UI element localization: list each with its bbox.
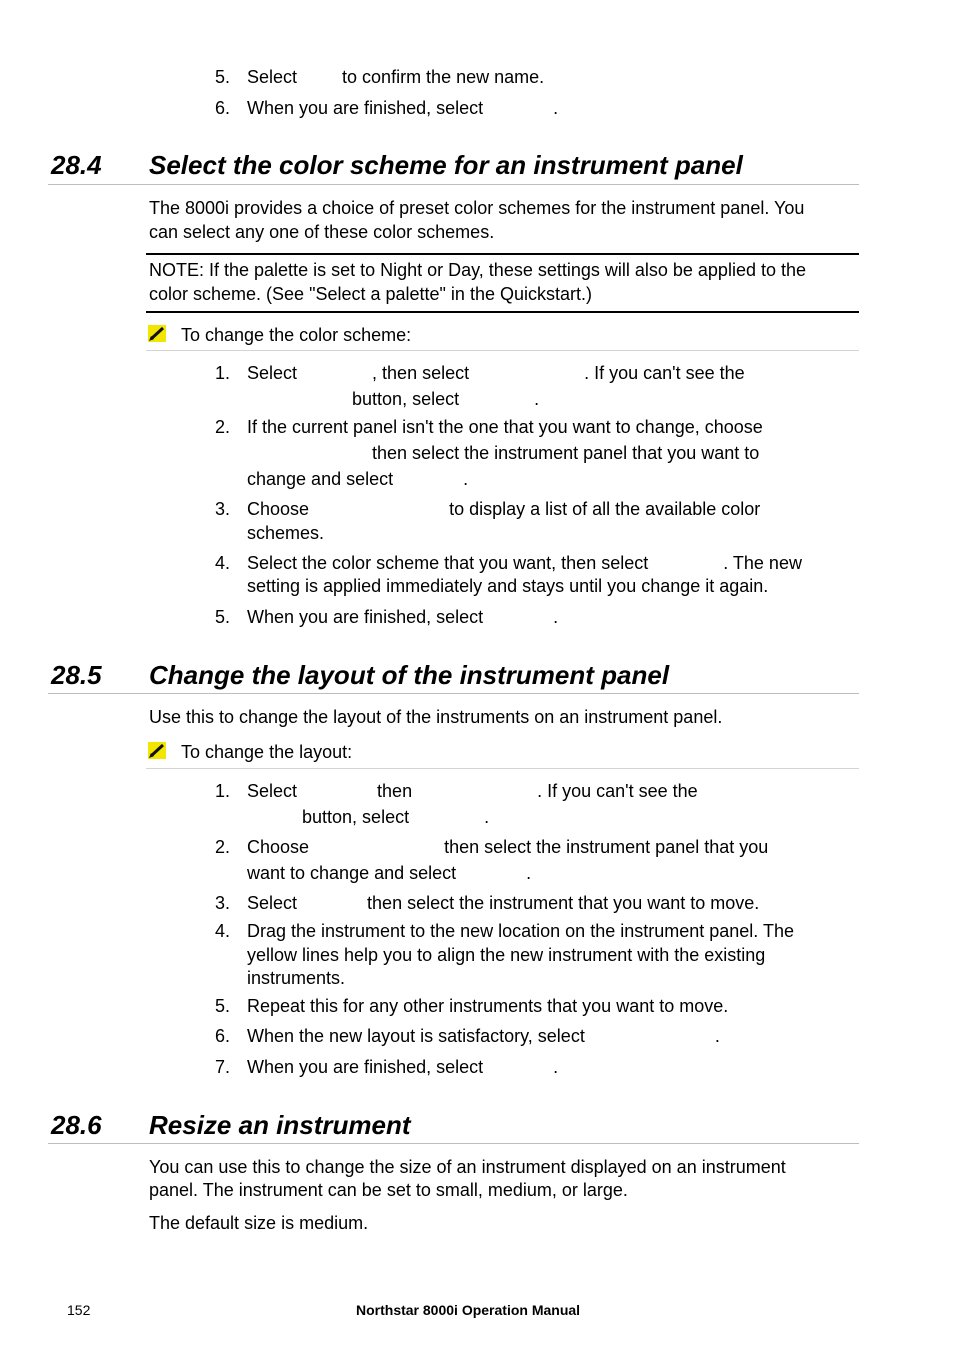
step-number: 2.	[214, 417, 230, 437]
step-text-line: want to change and select .	[247, 863, 532, 883]
section-title: Resize an instrument	[149, 1110, 411, 1140]
step-text-line: When you are finished, select .	[247, 1057, 559, 1077]
step-text: When you are finished, select .	[247, 98, 559, 118]
step-text-line: Choose to display a list of all the available color	[247, 499, 761, 519]
step-text-line: Choose then select the instrument panel that you	[247, 837, 769, 857]
procedure-pencil-icon	[148, 742, 166, 759]
step-text-line: button, select .	[247, 807, 490, 827]
body-paragraph-line: panel. The instrument can be set to small, medium, or large.	[149, 1180, 628, 1200]
step-number: 4.	[214, 553, 230, 573]
body-paragraph-line: The 8000i provides a choice of preset color schemes for the instrument panel. You	[149, 198, 805, 218]
body-paragraph: Use this to change the layout of the instruments on an instrument panel.	[149, 707, 723, 727]
section-number: 28.5	[51, 660, 102, 690]
step-text-line: When the new layout is satisfactory, select .	[247, 1026, 720, 1046]
section-number: 28.6	[51, 1110, 102, 1140]
note-text-line: NOTE: If the palette is set to Night or Day, these settings will also be applied to the	[149, 260, 806, 280]
step-text-line: Select then select the instrument that you want to move.	[247, 893, 760, 913]
body-paragraph-line: can select any one of these color schemes.	[149, 222, 495, 242]
page-number: 152	[67, 1302, 91, 1318]
step-text-line: If the current panel isn't the one that you want to change, choose	[247, 417, 763, 437]
section-title: Select the color scheme for an instrument panel	[149, 150, 743, 180]
procedure-rule	[146, 350, 859, 351]
step-text-line: When you are finished, select .	[247, 607, 559, 627]
step-number: 1.	[214, 781, 230, 801]
step-text-line: change and select .	[247, 469, 469, 489]
body-paragraph-line: You can use this to change the size of an instrument displayed on an instrument	[149, 1157, 786, 1177]
footer-manual-title: Northstar 8000i Operation Manual	[356, 1302, 581, 1318]
step-number: 2.	[214, 837, 230, 857]
step-number: 5.	[214, 67, 230, 87]
step-text-line: Drag the instrument to the new location on the instrument panel. The	[247, 921, 794, 941]
note-bottom-rule	[146, 311, 859, 313]
step-text-line: Select then . If you can't see the	[247, 781, 698, 801]
step-number: 1.	[214, 363, 230, 383]
note-top-rule	[146, 253, 859, 255]
procedure-pencil-icon	[148, 325, 166, 342]
heading-rule	[48, 184, 859, 185]
step-text-line: schemes.	[247, 523, 325, 543]
step-number: 6.	[214, 98, 230, 118]
body-paragraph: The default size is medium.	[149, 1213, 369, 1233]
step-number: 4.	[214, 921, 230, 941]
section-number: 28.4	[51, 150, 102, 180]
step-number: 3.	[214, 499, 230, 519]
procedure-heading: To change the layout:	[181, 742, 353, 762]
step-text-line: then select the instrument panel that you want to	[247, 443, 760, 463]
step-number: 3.	[214, 893, 230, 913]
step-number: 5.	[214, 996, 230, 1016]
section-title: Change the layout of the instrument panel	[149, 660, 670, 690]
procedure-rule	[146, 768, 859, 769]
step-text-line: instruments.	[247, 968, 346, 988]
step-text-line: yellow lines help you to align the new instrument with the existing	[247, 945, 766, 965]
heading-rule	[48, 693, 859, 694]
step-number: 6.	[214, 1026, 230, 1046]
heading-rule	[48, 1143, 859, 1144]
step-text-line: Repeat this for any other instruments that you want to move.	[247, 996, 729, 1016]
step-text-line: Select the color scheme that you want, then select . The new	[247, 553, 802, 573]
step-text-line: setting is applied immediately and stays until you change it again.	[247, 576, 769, 596]
step-text-line: button, select .	[247, 389, 540, 409]
step-text-line: Select , then select . If you can't see the	[247, 363, 745, 383]
step-number: 7.	[214, 1057, 230, 1077]
step-text: Select to confirm the new name.	[247, 67, 545, 87]
note-text-line: color scheme. (See "Select a palette" in the Quickstart.)	[149, 284, 592, 304]
step-number: 5.	[214, 607, 230, 627]
procedure-heading: To change the color scheme:	[181, 325, 412, 345]
